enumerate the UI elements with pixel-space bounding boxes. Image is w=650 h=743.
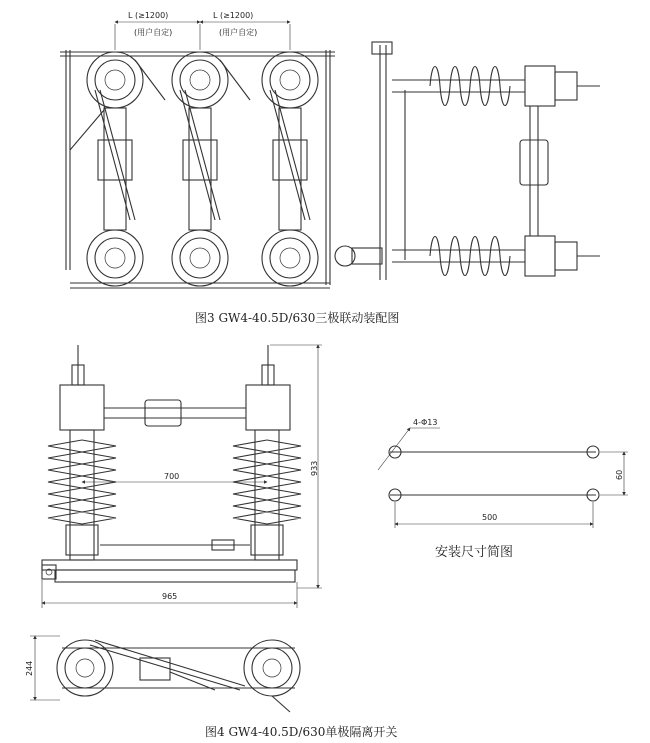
mounting-title: 安装尺寸简图 [435,545,514,560]
fig4-dim-700: 700 [164,472,180,481]
fig4-front-view [42,345,322,608]
fig4-dim-244: 244 [25,660,34,676]
fig3-caption: 图3 GW4-40.5D/630三极联动装配图 [195,311,400,325]
fig4-left-insulator [48,430,116,560]
fig3-pole-2 [172,52,228,286]
fig4-dim-965: 965 [162,592,178,601]
fig4-right-insulator [233,430,301,560]
mounting-sketch [378,418,628,560]
mount-dim-60: 60 [615,469,624,480]
fig3-pole-1 [87,52,143,286]
fig4-top-view [25,636,300,712]
mount-dim-500: 500 [482,513,498,522]
fig3-front-view [60,11,335,288]
fig3-pole-3 [262,52,318,286]
fig3-side-view [335,42,600,280]
fig3-dim-note-right: (用户自定) [219,28,258,37]
fig4-dim-933: 933 [310,460,319,476]
mount-holes-label: 4-Φ13 [413,418,438,427]
fig3-dim-spacing-right: L (≥1200) [213,11,254,20]
fig3-dim-note-left: (用户自定) [134,28,173,37]
fig3-bottom-insulator [430,237,510,276]
fig3-top-insulator [430,67,510,106]
fig3-dim-spacing-left: L (≥1200) [128,11,169,20]
fig4-caption: 图4 GW4-40.5D/630单极隔离开关 [205,725,398,739]
